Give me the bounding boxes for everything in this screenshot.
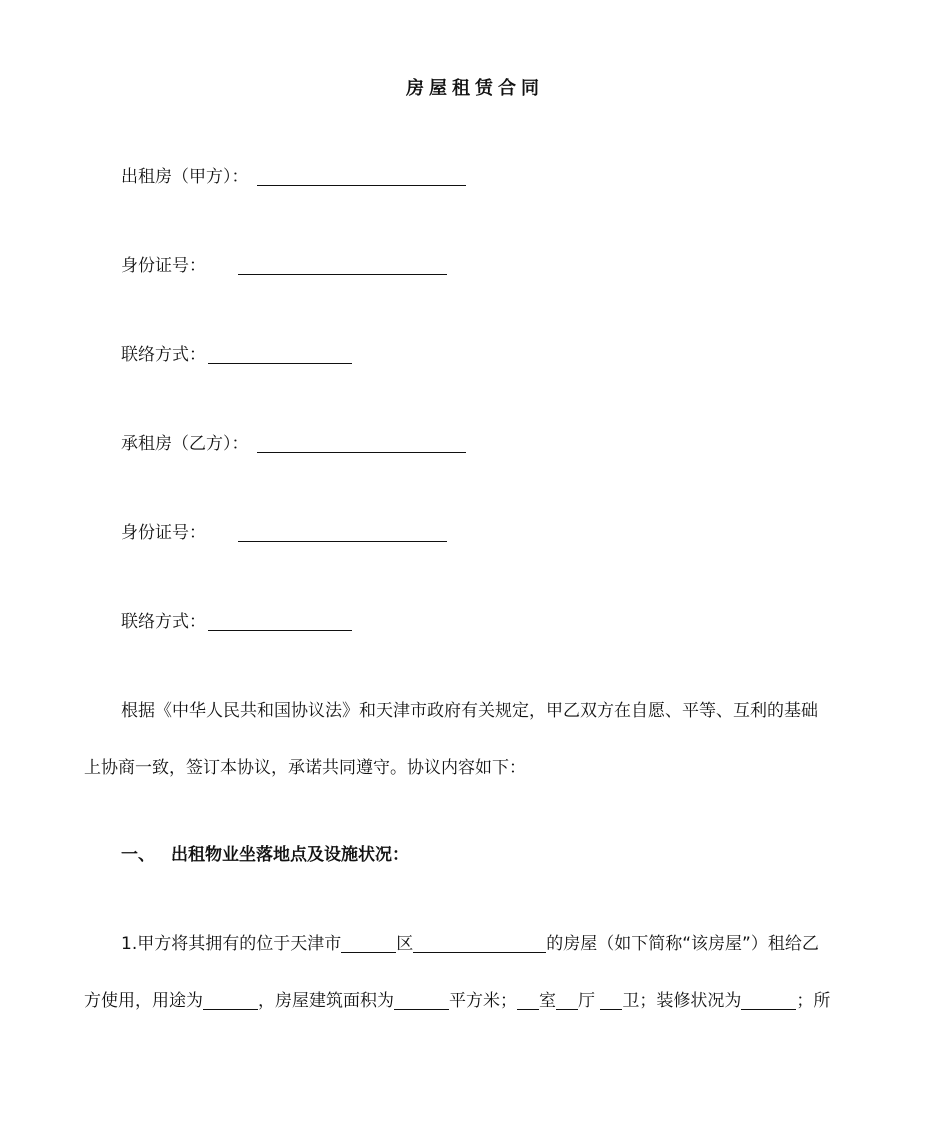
- clause-1-text-b: 区: [396, 934, 414, 954]
- clause-1-text-e: ，房屋建筑面积为: [258, 991, 394, 1011]
- lessor-contact-blank[interactable]: [208, 343, 352, 364]
- lessee-contact-label: 联络方式：: [121, 612, 206, 632]
- preamble-line-2: 上协商一致，签订本协议，承诺共同遵守。协议内容如下：: [84, 758, 526, 778]
- lessor-id-field: [121, 254, 447, 278]
- lessor-label: 出租房（甲方）：: [121, 167, 249, 187]
- lessee-contact-blank[interactable]: [208, 610, 352, 631]
- lessor-id-blank[interactable]: [238, 254, 447, 275]
- section-1-title: 出租物业坐落地点及设施状况：: [171, 845, 409, 865]
- lessee-id-label: 身份证号：: [121, 523, 206, 543]
- decoration-blank[interactable]: [741, 991, 796, 1010]
- document-title: 房屋租赁合同: [406, 78, 544, 99]
- lessor-contact-label: 联络方式：: [121, 345, 206, 365]
- clause-1-text-c: 的房屋（如下简称“该房屋”）租给乙: [546, 934, 819, 954]
- section-1-heading: [121, 843, 409, 867]
- rooms-blank[interactable]: [517, 991, 539, 1010]
- lessee-blank[interactable]: [257, 432, 466, 453]
- area-blank[interactable]: [394, 991, 449, 1010]
- preamble-line-1: 根据《中华人民共和国协议法》和天津市政府有关规定，甲乙双方在自愿、平等、互利的基础: [121, 701, 818, 721]
- district-blank[interactable]: [341, 934, 396, 953]
- baths-blank[interactable]: [600, 991, 622, 1010]
- lessor-field: [121, 165, 466, 189]
- clause-1-text-i: 卫；装修状况为: [622, 991, 742, 1011]
- clause-1-text-j: ；所: [796, 991, 831, 1011]
- lessee-label: 承租房（乙方）：: [121, 434, 249, 454]
- clause-1-text-h: 厅: [578, 991, 595, 1011]
- address-blank[interactable]: [413, 934, 546, 953]
- clause-1-line-2: [84, 989, 876, 1013]
- lessor-contact-field: [121, 343, 352, 367]
- lessor-id-label: 身份证号：: [121, 256, 206, 276]
- halls-blank[interactable]: [556, 991, 578, 1010]
- lessor-blank[interactable]: [257, 165, 466, 186]
- clause-1-text-a: 1.甲方将其拥有的位于天津市: [121, 934, 342, 954]
- usage-blank[interactable]: [203, 991, 258, 1010]
- clause-1-line-1: [121, 932, 876, 956]
- lessee-contact-field: [121, 610, 352, 634]
- lessee-field: [121, 432, 466, 456]
- lessee-id-blank[interactable]: [238, 521, 447, 542]
- lessee-id-field: [121, 521, 447, 545]
- clause-1-text-d: 方使用，用途为: [84, 991, 203, 1011]
- section-1-number: 一、: [121, 845, 155, 865]
- clause-1-text-f: 平方米；: [449, 991, 517, 1011]
- clause-1-text-g: 室: [539, 991, 556, 1011]
